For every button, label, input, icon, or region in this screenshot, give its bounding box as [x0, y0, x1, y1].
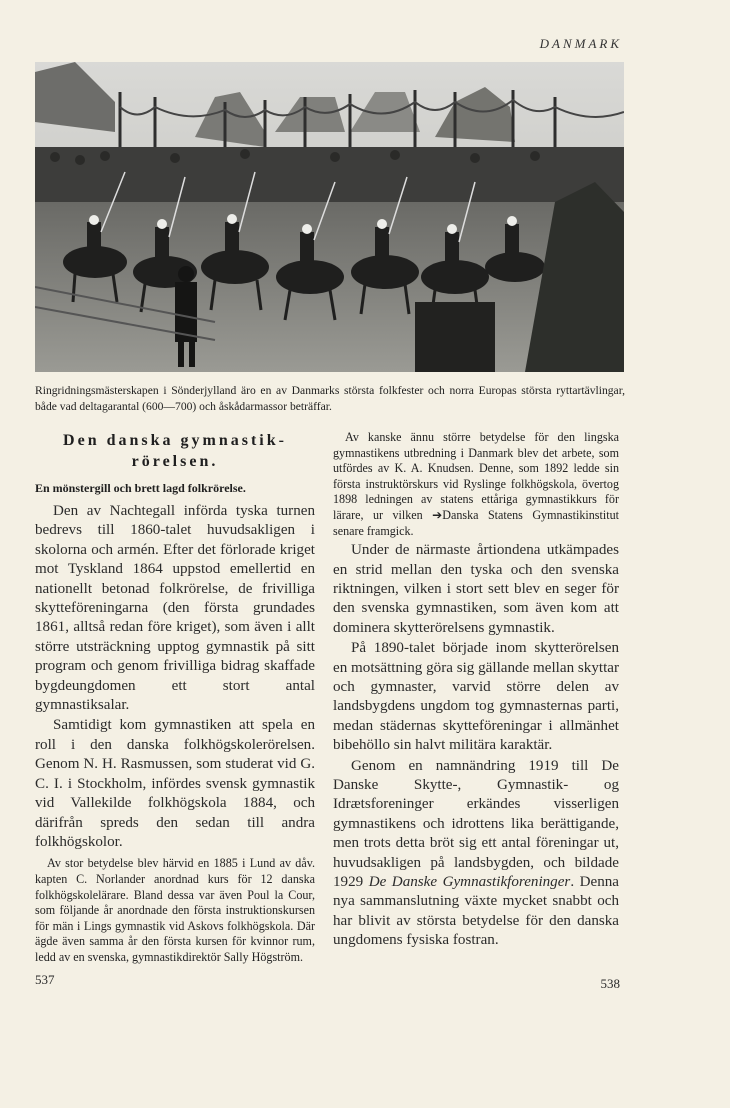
article-title: Den danska gymnastik-rörelsen.	[63, 432, 287, 470]
right-column	[333, 430, 619, 951]
organization-name: De Danske Gymnastikforeninger	[368, 874, 571, 891]
paragraph: På 1890-talet började inom skytterörelsen en motsättning göra sig gällande mellan skyttar och gymnaster, varvid större delen av landsbygdens ungdom tog gymnasternas parti, medan städernas skytteföreningar i allmänhet bibehöllo sin halvt militära karaktär.	[333, 640, 619, 754]
small-print-paragraph: Av kanske ännu större betydelse för den lingska gymnastikens utbredning i Danmark blev det arbete, som utfördes av K. A. Knudsen. Denne, som 1892 ledde sin första instruktörskurs vid Ryslinge folkhögskola, övertog 1898 ledningen av statens ettåriga gymnastikkurs för lärare, ur vilken ➔Danska Statens Gymnastikinstitut senare framgick.	[333, 430, 619, 538]
left-column	[35, 430, 315, 967]
ringriding-photo	[35, 62, 624, 372]
page-number-right: 538	[600, 976, 620, 991]
paragraph: Under de närmaste årtiondena utkämpades en strid mellan den tyska och den svenska riktningen, vilken i stort sett blev en seger för den svenska gymnastiken, som även kom att dominera skytterörelsens gymnastik.	[333, 542, 619, 636]
paragraph	[333, 757, 619, 951]
text-run: Genom en namnändring 1919 till De Danske Skytte-, Gymnastik- og Idrætsforeninger erkändes visserligen gymnastikens och idrottens lika berättigande, men trots detta bröt sig ett antal föreningar ut, huvudsakligen på landsbygden, och bildade 1929	[333, 757, 619, 891]
article-subtitle: En mönstergill och brett lagd folkrörelse.	[35, 481, 246, 495]
photo-ringriding-horsemen	[35, 62, 624, 372]
photo-caption: Ringridningsmästerskapen i Sönderjylland äro en av Danmarks största folkfester och norra Europas största ryttartävlingar, både vad deltagarantal (600—700) och åskådarmassor beträffar.	[35, 384, 625, 413]
paragraph: Den av Nachtegall införda tyska turnen bedrevs till 1860-talet huvudsakligen i skolorna och armén. Efter det förlorade kriget mot Tyskland 1864 uppstod emellertid en nationellt betonad folkrörelse, de frivilliga skytteföreningarna (den första grundades 1861, alltså redan före kriget), som även i allt större utsträckning upptog gymnastik på sitt program och genom frivilliga bidrag skaffade bygdeungdomen ett stort antal gymnastiksalar.	[35, 503, 315, 714]
running-header: DANMARK	[539, 36, 622, 51]
page-number-left: 537	[35, 972, 55, 987]
small-print-paragraph: Av stor betydelse blev härvid en 1885 i Lund av dåv. kapten C. Norlander anordnad kurs för 12 danska folkhögskolelärare. Bland dessa var även Poul la Cour, som följande år anordnade den första instruktionskursen för män i Lings gymnastik vid Askovs folkhögskola. Där ägde även samma år den första kursen för kvinnor rum, ledd av en svenska, gymnastikdirektör Sally Högström.	[35, 856, 315, 964]
text-run: . Denna nya sammanslutning växte mycket snabbt och har blivit av största betydelse för den danska ungdomens fysiska fostran.	[333, 874, 619, 949]
paragraph: Samtidigt kom gymnastiken att spela en roll i den danska folkhögskolerörelsen. Genom N. H. Rasmussen, som studerat vid G. C. I. i Stockholm, infördes svensk gymnastik vid Vallekilde folkhögskola 1884, och därifrån spreds den sedan till andra folkhögskolor.	[35, 717, 315, 850]
